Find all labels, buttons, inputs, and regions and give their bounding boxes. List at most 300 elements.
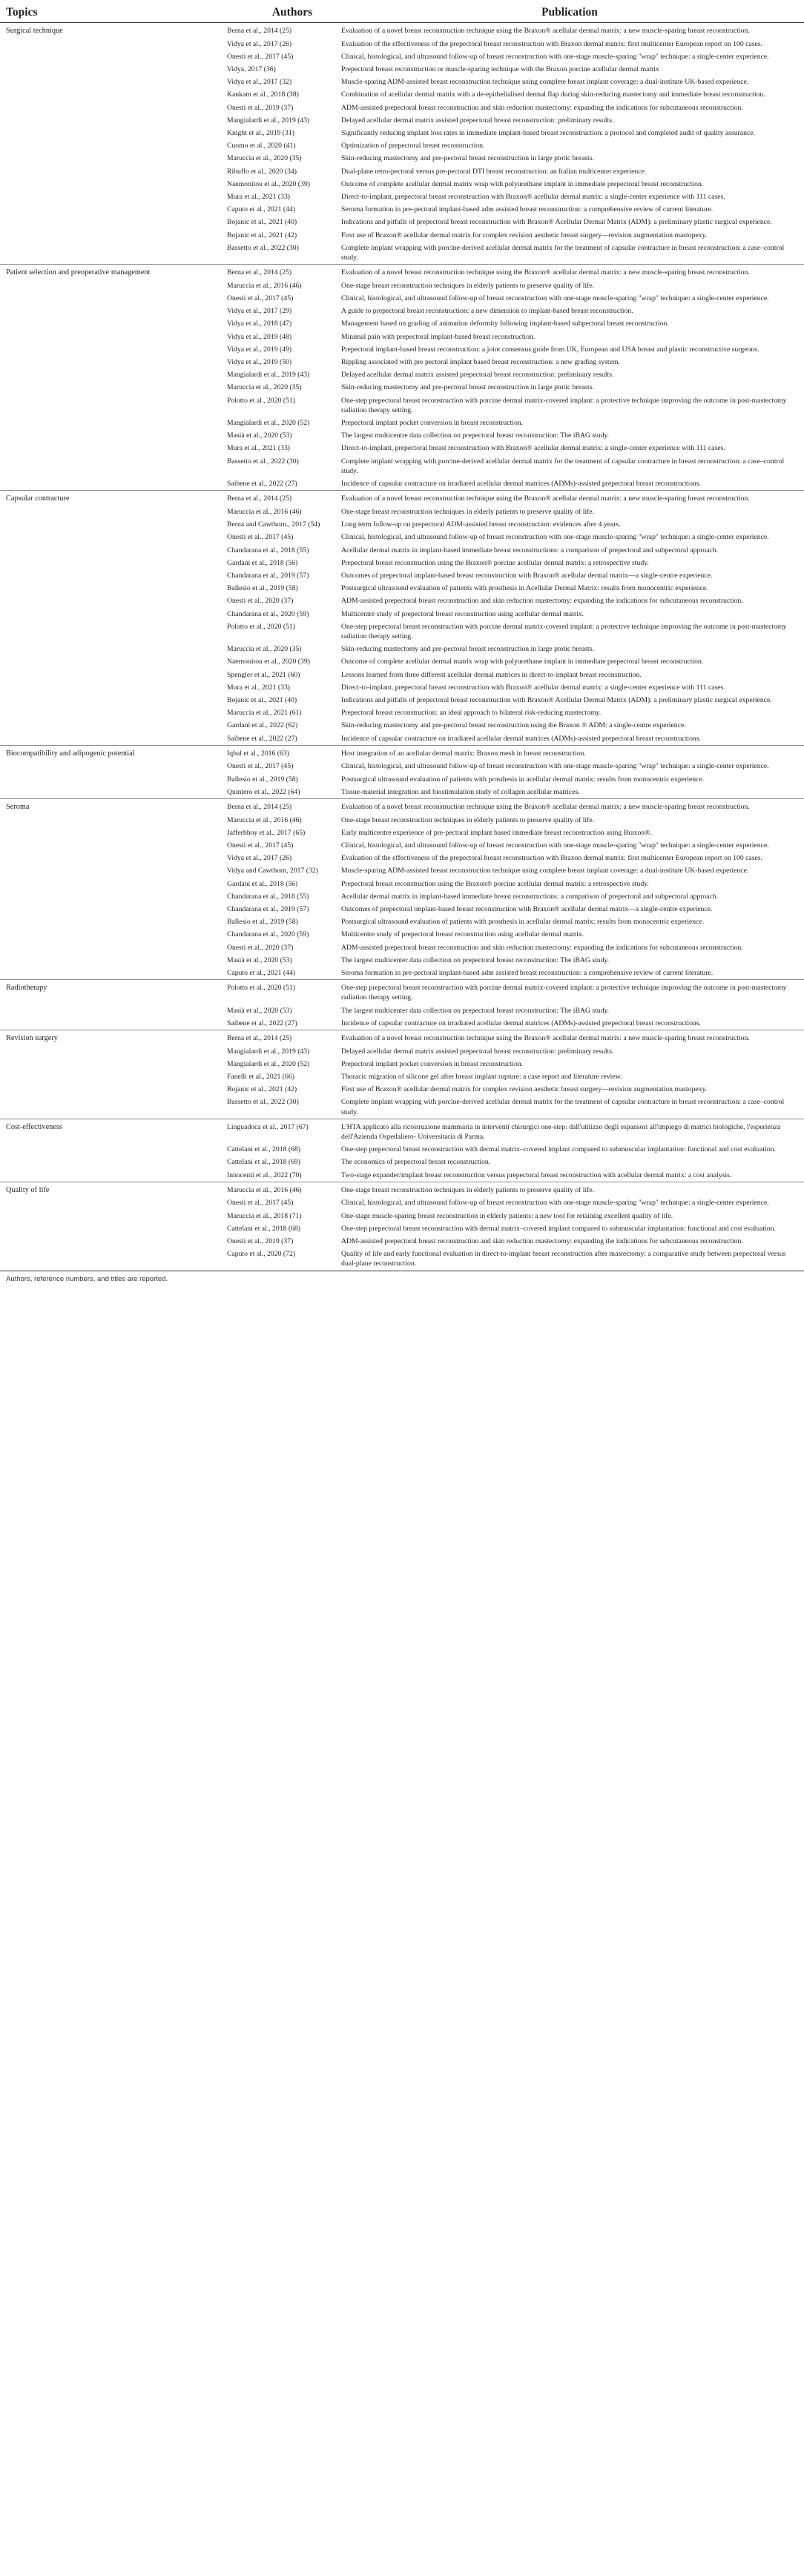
publication-cell: Prepectoral implant-based breast reconstruction: a joint consensus guide from UK, European and USA breast and plastic reconstructive surgeons. (341, 345, 759, 354)
table-row (0, 1169, 804, 1182)
author-cell: Ribuffo et al., 2020 (34) (227, 167, 297, 176)
author-cell: Berna et al., 2014 (25) (223, 798, 335, 813)
publication-cell: Clinical, histological, and ultrasound follow-up of breast reconstruction with one-stage muscle-sparing "wrap" technique: a single-center experience. (341, 533, 769, 542)
table-row (0, 88, 804, 101)
topic-cell-empty (0, 1143, 223, 1156)
publication-cell: ADM-assisted prepectoral breast reconstruction and skin reduction mastectomy: expanding the indications for subcutaneous reconstruction. (341, 597, 743, 606)
topic-cell-empty (0, 608, 223, 620)
author-cell: Gardani et al., 2018 (56) (227, 879, 298, 888)
publication-cell: Combination of acellular dermal matrix with a de-epithelialised dermal flap during skin-reducing mastectomy and immediate breast reconstruction. (341, 90, 765, 99)
author-cell: Mura et al., 2021 (33) (227, 193, 291, 202)
author-cell: Cuomo et al., 2020 (41) (227, 142, 296, 150)
table-row (0, 557, 804, 569)
author-cell: Polotto et al., 2020 (51) (223, 980, 335, 1004)
table-row (0, 178, 804, 191)
table-row (0, 23, 804, 38)
publication-cell: Clinical, histological, and ultrasound follow-up of breast reconstruction with one-stage muscle-sparing "wrap" technique: a single-center experience. (341, 841, 769, 850)
table-row (0, 814, 804, 827)
publication-cell: Evaluation of a novel breast reconstruction technique using the Braxon® acellular dermal matrix: a new muscle-sparing breast reconstruction. (338, 1030, 804, 1045)
publication-cell: Evaluation of the effectiveness of the prepectoral breast reconstruction with Braxon dermal matrix: first multicenter European report on 100 cases. (341, 39, 762, 48)
author-cell: Bassetto et al., 2022 (30) (227, 457, 299, 466)
publication-cell: Direct-to-implant, prepectoral breast reconstruction with Braxon® acellular dermal matrix: a single-center experience with 111 cases. (341, 193, 725, 202)
table-row (0, 76, 804, 88)
publication-cell: Postsurgical ultrasound evaluation of patients with prosthesis in acellular dermal matrix: results from monocentric experience. (341, 918, 705, 927)
publication-cell: Thoracic migration of silicone gel after breast implant rupture: a case report and literature review. (341, 1073, 622, 1081)
table-row (0, 317, 804, 330)
topic-cell: Capsular contracture (0, 491, 223, 506)
table-row (0, 381, 804, 394)
publication-cell: Delayed acellular dermal matrix assisted prepectoral breast reconstruction: preliminary results. (341, 1047, 614, 1056)
topic-cell-empty (0, 732, 223, 746)
author-cell: Ballesio et al., 2019 (58) (227, 584, 298, 593)
publication-cell: Multicentre study of prepectoral breast reconstruction using acellular dermal matrix. (341, 930, 584, 939)
table-row (0, 165, 804, 178)
publication-cell: A guide to prepectoral breast reconstruction: a new dimension to implant-based breast reconstruction. (341, 307, 633, 316)
publication-cell: Indications and pitfalls of prepectoral breast reconstruction with Braxon® Acellular Dermal Matrix (ADM): a preliminary plastic surgical experience. (341, 218, 772, 227)
topic-cell-empty (0, 242, 223, 265)
author-cell: Onesti et al., 2019 (37) (227, 1237, 294, 1246)
topic-cell-empty (0, 442, 223, 454)
publication-table (0, 4, 804, 1283)
table-row (0, 279, 804, 292)
topic-cell-empty (0, 1235, 223, 1248)
author-cell: Bojanic et al., 2021 (40) (227, 218, 297, 227)
topic-cell-empty (0, 1058, 223, 1070)
author-cell: Bassetto et al., 2022 (30) (227, 243, 299, 252)
topic-cell-empty (0, 544, 223, 557)
author-cell: Cattelani et al., 2018 (68) (227, 1224, 300, 1233)
author-cell: Polotto et al., 2020 (51) (227, 622, 296, 631)
author-cell: Onesti et al., 2017 (45) (227, 294, 294, 303)
author-cell: Mangialardi et al., 2020 (52) (227, 419, 310, 428)
author-cell: Naemonitou et al., 2020 (39) (227, 179, 310, 188)
topic-cell-empty (0, 814, 223, 827)
table-row (0, 544, 804, 557)
author-cell: Chandarana et al., 2019 (57) (227, 904, 309, 913)
topic-cell: Cost-effectiveness (0, 1119, 223, 1143)
publication-cell: Host integration of an acellular dermal matrix: Braxon mesh in breast reconstruction. (338, 745, 804, 760)
topic-cell-empty (0, 643, 223, 655)
author-cell: Mangialardi et al., 2019 (43) (227, 371, 310, 380)
table-row (0, 878, 804, 890)
topic-cell-empty (0, 569, 223, 582)
table-row (0, 786, 804, 799)
publication-cell: One-step prepectoral breast reconstruction with porcine dermal matrix-covered implant: a protective technique improving the outcome in post-mastectomy radiation therapy setting. (341, 622, 787, 640)
table-row (0, 864, 804, 877)
table-row (0, 242, 804, 265)
table-row (0, 681, 804, 694)
table-row (0, 114, 804, 127)
publication-cell: One-step prepectoral breast reconstruction with porcine dermal matrix-covered implant: a protective technique improving the outcome in post-mastectomy radiation therapy setting. (341, 396, 787, 414)
publication-cell: Seroma formation in pre-pectoral implant-based adm assisted breast reconstruction: a comprehensive review of current literature. (341, 968, 714, 977)
topic-cell-empty (0, 582, 223, 595)
publication-cell: Long term follow-up on prepectoral ADM-assisted breast reconstruction: evidences after 4 years. (341, 520, 621, 529)
table-row (0, 643, 804, 655)
table-row (0, 1182, 804, 1196)
author-cell: Gardani et al., 2022 (62) (227, 721, 298, 730)
publication-cell: Acellular dermal matrix in implant-based immediate breast reconstructions: a comparison of prepectoral and subpectoral approach. (341, 546, 719, 554)
publication-cell: Outcome of complete acellular dermal matrix wrap with polyurethane implant in immediate prepectoral breast reconstruction. (341, 658, 704, 666)
author-cell: Mangialardi et al., 2019 (43) (227, 116, 310, 125)
publication-cell: One-stage breast reconstruction techniques in elderly patients to preserve quality of life. (341, 281, 595, 290)
publication-cell: One-stage breast reconstruction techniques in elderly patients to preserve quality of life. (341, 507, 595, 516)
topic-cell-empty (0, 88, 223, 101)
publication-cell: ADM-assisted prepectoral breast reconstruction and skin reduction mastectomy: expanding the indications for subcutaneous reconstruction. (341, 103, 743, 112)
author-cell: Berna et al., 2014 (25) (227, 27, 292, 35)
topic-cell-empty (0, 1083, 223, 1096)
publication-cell: Complete implant wrapping with porcine-derived acellular dermal matrix for the treatment of capsular contracture in breast reconstruction: a case–control study. (341, 243, 785, 262)
author-cell: Knight et al., 2019 (31) (227, 129, 294, 138)
author-cell: Maruccia et al., 2016 (46) (227, 815, 302, 824)
author-cell: Jafferbhoy et al., 2017 (65) (227, 828, 306, 837)
topic-cell-empty (0, 1156, 223, 1168)
table-row (0, 928, 804, 941)
topic-cell-empty (0, 669, 223, 681)
table-footnote: Authors, reference numbers, and titles are reported. (0, 1271, 804, 1283)
topic-cell-empty (0, 305, 223, 317)
author-cell: Maruccia et al., 2018 (71) (227, 1211, 302, 1220)
publication-cell: Evaluation of a novel breast reconstruction technique using the Braxon® acellular dermal matrix: a new muscle-sparing breast reconstruction. (338, 798, 804, 813)
topic-cell-empty (0, 191, 223, 203)
publication-cell: Skin-reducing mastectomy and pre-pectoral breast reconstruction in large ptotic breasts. (341, 154, 594, 163)
topic-cell-empty (0, 368, 223, 381)
table-row (0, 1030, 804, 1045)
author-cell: Bojanic et al., 2021 (42) (227, 231, 297, 239)
topic-cell-empty (0, 1017, 223, 1030)
topic-cell: Biocompatibility and adipogenic potential (0, 745, 223, 760)
author-cell: Gardani et al., 2018 (56) (227, 558, 298, 567)
author-cell: Maruccia et al., 2020 (35) (227, 154, 302, 163)
topic-cell-empty (0, 681, 223, 694)
author-cell: Vidya et al., 2017 (29) (227, 307, 292, 316)
publication-cell: Direct-to-implant, prepectoral breast reconstruction with Braxon® acellular dermal matrix: a single-center experience with 111 cases. (341, 444, 725, 453)
publication-cell: Indications and pitfalls of prepectoral breast reconstruction with Braxon® Acellular Dermal Matrix (ADM): a preliminary plastic surgical experience. (341, 695, 772, 704)
topic-cell-empty (0, 477, 223, 491)
table-row (0, 50, 804, 63)
author-cell: Caputo et al., 2020 (72) (227, 1250, 296, 1259)
publication-cell: Skin-reducing mastectomy and pre-pectoral breast reconstruction using the Braxon ® ADM: a single-centre experience. (341, 721, 686, 730)
topic-cell-empty (0, 381, 223, 394)
publication-cell: Muscle-sparing ADM-assisted breast reconstruction technique using complete breast implant coverage: a dual-institute UK-based experience. (341, 867, 749, 875)
topic-cell-empty (0, 38, 223, 50)
author-cell: Caputo et al., 2021 (44) (227, 205, 296, 214)
publication-cell: Multicentre study of prepectoral breast reconstruction using acellular dermal matrix. (341, 609, 584, 618)
table-row (0, 216, 804, 228)
table-row (0, 1156, 804, 1168)
table-row (0, 229, 804, 242)
publication-cell: Prepectoral implant pocket conversion in breast reconstruction. (341, 419, 524, 428)
publication-cell: Complete implant wrapping with porcine-derived acellular dermal matrix for the treatment of capsular contracture in breast reconstruction: a case–control study. (341, 1098, 785, 1116)
author-cell: Chandarana et al., 2019 (57) (227, 571, 309, 580)
topic-cell-empty (0, 1096, 223, 1119)
table-row (0, 1119, 804, 1143)
author-cell: Chandarana et al., 2018 (55) (227, 546, 309, 554)
author-cell: Onesti et al., 2017 (45) (227, 841, 294, 850)
topic-cell-empty (0, 1248, 223, 1271)
topic-cell-empty (0, 279, 223, 292)
publication-cell: Skin-reducing mastectomy and pre-pectoral breast reconstruction in large ptotic breasts. (341, 645, 594, 654)
table-row (0, 694, 804, 706)
topic-cell-empty (0, 178, 223, 191)
topic-cell-empty (0, 839, 223, 852)
publication-cell: Significantly reducing implant loss rates in immediate implant-based breast reconstruction: a protocol and completed audit of quality assurance. (341, 129, 755, 138)
author-cell: Onesti et al., 2019 (37) (227, 103, 294, 112)
publication-cell: Postsurgical ultrasound evaluation of patients with prosthesis in acellular dermal matrix: results from monocentric experience. (341, 775, 705, 784)
publication-cell: Evaluation of a novel breast reconstruction technique using the Braxon® acellular dermal matrix: a new muscle-sparing breast reconstruction. (338, 491, 804, 506)
author-cell: Chandarana et al., 2020 (59) (227, 930, 309, 939)
author-cell: Mura et al., 2021 (33) (227, 444, 291, 453)
publication-cell: L'HTA applicato alla ricostruzione mammaria in interventi chirurgici one-step: dall'utilizzo degli espansori all'impiego di matrici biologiche, l'esperienza dell'Azienda Ospedaliero- Universitaria di Parma. (338, 1119, 804, 1143)
publication-cell: Prepectoral breast reconstruction: an ideal approach to bilateral risk-reducing mastectomy. (341, 709, 602, 718)
topic-cell-empty (0, 595, 223, 607)
topic-cell-empty (0, 967, 223, 980)
table-row (0, 292, 804, 305)
topic-cell-empty (0, 139, 223, 152)
author-cell: Onesti et al., 2017 (45) (227, 533, 294, 542)
topic-cell: Seroma (0, 798, 223, 813)
author-cell: Chandarana et al., 2020 (59) (227, 609, 309, 618)
topic-cell: Quality of life (0, 1182, 223, 1196)
topic-cell-empty (0, 1210, 223, 1222)
table-row (0, 417, 804, 429)
publication-cell: First use of Braxon® acellular dermal matrix for complex revision aesthetic breast surgery—revision augmentation mastopexy. (341, 231, 708, 239)
publication-cell: The largest multicentre data collection on prepectoral breast reconstruction: The iBAG study. (341, 431, 610, 440)
table-row (0, 265, 804, 279)
publication-cell: Postsurgical ultrasound evaluation of patients with prosthesis in Acellular Dermal Matrix: results from monocentric experience. (341, 584, 708, 593)
table-row (0, 203, 804, 216)
table-row (0, 102, 804, 114)
author-cell: Bojanic et al., 2021 (42) (227, 1085, 297, 1094)
publication-cell: Clinical, histological, and ultrasound follow-up of breast reconstruction with one-stage muscle-sparing "wrap" technique: a single-center experience. (341, 294, 769, 303)
topic-cell-empty (0, 655, 223, 668)
table-row (0, 455, 804, 477)
table-row (0, 719, 804, 732)
author-cell: Masià et al., 2020 (53) (227, 956, 292, 964)
topic-cell-empty (0, 216, 223, 228)
table-row (0, 1210, 804, 1222)
publication-cell: ADM-assisted prepectoral breast reconstruction and skin reduction mastectomy: expanding the indications for subcutaneous reconstruction. (341, 943, 743, 952)
author-cell: Onesti et al., 2017 (45) (227, 52, 294, 61)
topic-cell-empty (0, 941, 223, 954)
publication-cell: One-stage breast reconstruction techniques in elderly patients to preserve quality of life. (338, 1182, 804, 1196)
topic-cell-empty (0, 786, 223, 799)
author-cell: Berna et al., 2014 (25) (223, 1030, 335, 1045)
publication-cell: The largest multicenter data collection on prepectoral breast reconstruction: The iBAG study. (341, 1006, 610, 1015)
table-row (0, 343, 804, 356)
table-row (0, 852, 804, 864)
author-cell: Berna and Cawthorn., 2017 (54) (227, 520, 320, 529)
author-cell: Maruccia et al., 2016 (46) (223, 1182, 335, 1196)
publication-cell: Quality of life and early functional evaluation in direct-to-implant breast reconstruction after mastectomy: a comparative study between prepectoral versus dual-plane reconstruction. (341, 1250, 786, 1268)
table-row (0, 506, 804, 518)
table-row (0, 915, 804, 928)
topic-cell-empty (0, 102, 223, 114)
table-row (0, 139, 804, 152)
topic-cell-empty (0, 229, 223, 242)
author-cell: Maruccia et al., 2020 (35) (227, 645, 302, 654)
topic-cell-empty (0, 331, 223, 343)
publication-cell: Prepectoral breast reconstruction using the Braxon® porcine acellular dermal matrix: a retrospective study. (341, 879, 649, 888)
table-row (0, 1143, 804, 1156)
topic-cell-empty (0, 915, 223, 928)
topic-cell-empty (0, 706, 223, 719)
author-cell: Cattelani et al., 2018 (68) (227, 1145, 300, 1154)
author-cell: Masià et al., 2020 (53) (227, 1006, 292, 1015)
table-body (0, 23, 804, 1271)
publication-cell: Prepectoral implant pocket conversion in breast reconstruction. (341, 1059, 524, 1068)
author-cell: Linguadoca et al., 2017 (67) (223, 1119, 335, 1143)
publication-cell: Early multicentre experience of pre-pectoral implant based immediate breast reconstruction using Braxon®. (341, 828, 652, 837)
table-row (0, 305, 804, 317)
author-cell: Mangialardi et al., 2019 (43) (227, 1047, 310, 1056)
table-row (0, 368, 804, 381)
topic-cell-empty (0, 719, 223, 732)
author-cell: Maruccia et al., 2021 (61) (227, 709, 302, 718)
author-cell: Masià et al., 2020 (53) (227, 431, 292, 440)
author-cell: Onesti et al., 2017 (45) (227, 1199, 294, 1208)
topic-cell-empty (0, 557, 223, 569)
table-row (0, 595, 804, 607)
topic-cell: Surgical technique (6, 27, 63, 35)
table-row (0, 839, 804, 852)
header-authors: Authors (223, 4, 335, 23)
publication-cell: Complete implant wrapping with porcine-derived acellular dermal matrix for the treatment of capsular contracture in breast reconstruction: a case–control study. (341, 457, 785, 475)
publication-cell: Delayed acellular dermal matrix assisted prepectoral breast reconstruction: preliminary results. (341, 116, 614, 125)
publication-cell: One-step prepectoral breast reconstruction with dermal matrix–covered implant compared to submuscular implantation: functional and cost evaluation. (341, 1145, 776, 1154)
topic-cell-empty (0, 356, 223, 368)
table-row (0, 1248, 804, 1271)
table-row (0, 608, 804, 620)
topic-cell-empty (0, 890, 223, 903)
topic-cell-empty (0, 203, 223, 216)
publication-cell: Incidence of capsular contracture on irradiated acellular dermal matrices (ADMs)-assisted prepectoral breast reconstructions. (341, 480, 701, 489)
table-row (0, 491, 804, 506)
author-cell: Cattelani et al., 2018 (69) (227, 1158, 300, 1167)
publication-cell: Incidence of capsular contracture on irradiated acellular dermal matrices (ADMs)-assisted prepectoral breast reconstructions. (341, 734, 701, 743)
publication-cell: The economics of prepectoral breast reconstruction. (341, 1158, 491, 1167)
topic-cell-empty (0, 694, 223, 706)
author-cell: Naemonitou et al., 2020 (39) (227, 658, 310, 666)
table-row (0, 127, 804, 139)
table-row (0, 941, 804, 954)
topic-cell-empty (0, 878, 223, 890)
publication-cell: Clinical, histological, and ultrasound follow-up of breast reconstruction with one-stage muscle-sparing "wrap" technique: a single-center experience. (341, 52, 769, 61)
publication-cell: Prepectoral breast reconstruction using the Braxon® porcine acellular dermal matrix: a retrospective study. (341, 558, 649, 567)
table-row (0, 442, 804, 454)
author-cell: Berna et al., 2014 (25) (223, 265, 335, 279)
topic-cell-empty (0, 928, 223, 941)
topic-cell-empty (0, 864, 223, 877)
topic-cell-empty (0, 1196, 223, 1209)
publication-cell: Skin-reducing mastectomy and pre-pectoral breast reconstruction in large ptotic breasts. (341, 383, 594, 392)
publication-cell: Prepectoral breast reconstruction or muscle-sparing technique with the Braxon porcine acellular dermal matrix (341, 65, 659, 73)
publication-cell: One-stage breast reconstruction techniques in elderly patients to preserve quality of life. (341, 815, 595, 824)
table-row (0, 394, 804, 417)
publication-cell: Outcomes of prepectoral implant-based breast reconstruction with Braxon® acellular dermal matrix—a single-centre experience. (341, 571, 713, 580)
topic-cell-empty (0, 903, 223, 915)
topic-cell-empty (0, 518, 223, 531)
table-row (0, 760, 804, 772)
author-cell: Onesti et al., 2020 (37) (227, 943, 294, 952)
publication-cell: Dual-plane retro-pectoral versus pre-pectoral DTI breast reconstruction: an Italian multicenter experience. (341, 167, 647, 176)
table-row (0, 1083, 804, 1096)
table-row (0, 477, 804, 491)
table-row (0, 152, 804, 165)
publication-cell: One-stage muscle-sparing breast reconstruction in elderly patients: a new tool for retaining excellent quality of life. (341, 1211, 673, 1220)
publication-cell: Optimization of prepectoral breast reconstruction. (341, 142, 485, 150)
author-cell: Quintero et al., 2022 (64) (227, 787, 300, 796)
author-cell: Vidya et al., 2019 (49) (227, 345, 292, 354)
publication-cell: Acellular dermal matrix in implant-based immediate breast reconstructions: a comparison of prepectoral and subpectoral approach. (341, 892, 719, 901)
table-row (0, 773, 804, 786)
header-topics: Topics (0, 4, 223, 23)
author-cell: Chandarana et al., 2018 (55) (227, 892, 309, 901)
author-cell: Fanelli et al., 2021 (66) (227, 1073, 294, 1081)
author-cell: Vidya et al., 2017 (26) (227, 39, 292, 48)
topic-cell-empty (0, 114, 223, 127)
table-row (0, 1222, 804, 1235)
author-cell: Maruccia et al., 2020 (35) (227, 383, 302, 392)
publication-cell: One-step prepectoral breast reconstruction with dermal matrix–covered implant compared to submuscular implantation: functional and cost evaluation. (341, 1224, 776, 1233)
table-row (0, 745, 804, 760)
author-cell: Bassetto et al., 2022 (30) (227, 1098, 299, 1107)
publication-cell: Clinical, histological, and ultrasound follow-up of breast reconstruction with one-stage muscle-sparing "wrap" technique: a single-center experience. (341, 1199, 769, 1208)
table-row (0, 569, 804, 582)
topic-cell-empty (0, 1045, 223, 1058)
author-cell: Caputo et al., 2021 (44) (227, 968, 296, 977)
table-row (0, 827, 804, 839)
table-row (0, 331, 804, 343)
topic-cell-empty (0, 1070, 223, 1083)
table-row (0, 38, 804, 50)
topic-cell-empty (0, 317, 223, 330)
author-cell: Maruccia et al., 2016 (46) (227, 281, 302, 290)
table-row (0, 1004, 804, 1017)
publication-cell: Lessons learned from three different acellular dermal matrices in direct-to-implant breast reconstruction. (341, 670, 642, 679)
topic-cell: Patient selection and preoperative management (0, 265, 223, 279)
publication-cell: Tissue-material integration and biostimulation study of collagen acellular matrices. (341, 787, 580, 796)
publication-cell: One-step prepectoral breast reconstruction with porcine dermal matrix-covered implant: a protective technique improving the outcome in post-mastectomy radiation therapy setting. (338, 980, 804, 1004)
topic-cell-empty (0, 394, 223, 417)
author-cell: Vidya and Cawthorn, 2017 (32) (227, 867, 318, 875)
author-cell: Kankam et al., 2018 (38) (227, 90, 299, 99)
author-cell: Onesti et al., 2017 (45) (227, 762, 294, 771)
table-row (0, 1096, 804, 1119)
topic-cell-empty (0, 852, 223, 864)
publication-cell: Incidence of capsular contracture on irradiated acellular dermal matrices (ADMs)-assisted prepectoral breast reconstructions. (341, 1019, 701, 1027)
topic-cell-empty (0, 1169, 223, 1182)
table-row (0, 1196, 804, 1209)
publication-cell: Muscle-sparing ADM-assisted breast reconstruction technique using complete breast implant coverage: a dual-institute UK-based experience. (341, 78, 749, 87)
topic-cell: Radiotherapy (0, 980, 223, 1004)
author-cell: Vidya et al., 2019 (50) (227, 358, 292, 367)
topic-cell-empty (0, 531, 223, 543)
publication-cell: ADM-assisted prepectoral breast reconstruction and skin reduction mastectomy: expanding the indications for subcutaneous reconstruction. (341, 1237, 743, 1246)
topic-cell-empty (0, 50, 223, 63)
table-row (0, 655, 804, 668)
topic-cell-empty (0, 455, 223, 477)
publication-cell: Outcome of complete acellular dermal matrix wrap with polyurethane implant in immediate prepectoral breast reconstruction. (341, 179, 704, 188)
topic-cell-empty (0, 76, 223, 88)
table-row (0, 1070, 804, 1083)
topic-cell-empty (0, 827, 223, 839)
author-cell: Saibene et al., 2022 (27) (227, 1019, 297, 1027)
topic-cell-empty (0, 292, 223, 305)
table-row (0, 1058, 804, 1070)
author-cell: Vidya et al., 2017 (26) (227, 854, 292, 863)
author-cell: Saibene et al., 2022 (27) (227, 480, 297, 489)
table-row (0, 890, 804, 903)
